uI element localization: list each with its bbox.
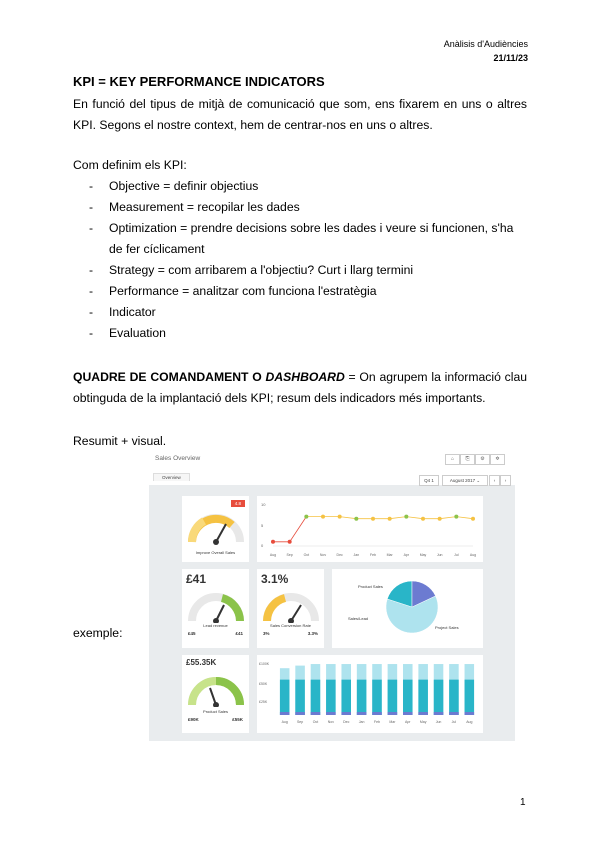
page-number: 1: [520, 797, 526, 808]
card-line-chart: [257, 496, 483, 562]
kpi2-right: 3.3%: [307, 631, 318, 636]
summary-line: Resumit + visual.: [73, 434, 167, 448]
data-point: [454, 515, 458, 519]
x-tick-label: Aug: [281, 720, 288, 724]
kpi1-value: £41: [186, 572, 207, 586]
y-tick-label: 10: [261, 502, 266, 507]
dashboard-paragraph: [73, 367, 527, 409]
bar-base: [280, 712, 290, 715]
kpi1-right: £41: [235, 631, 243, 636]
bar-base: [372, 712, 382, 715]
card-overall-sales: [182, 496, 249, 562]
bar-sales: [434, 680, 444, 715]
list-item: - Evaluation: [89, 323, 529, 344]
data-point: [421, 517, 425, 521]
x-tick-label: Aug: [269, 553, 277, 557]
pie-label-saleslead: Sales/Lead: [348, 616, 369, 621]
gauge-icon: [263, 593, 319, 623]
kpi3-value: £55.35K: [186, 658, 217, 667]
y-tick-label: 0: [261, 543, 264, 548]
bar-sales: [311, 680, 321, 715]
bar-sales: [449, 680, 459, 715]
x-tick-label: Feb: [373, 720, 381, 724]
header-title: Anàlisis d'Audiències: [443, 39, 528, 49]
bar-sales: [403, 680, 413, 715]
list-item: - Indicator: [89, 302, 529, 323]
data-point: [271, 540, 275, 544]
bar-base: [388, 712, 398, 715]
bar-base: [326, 712, 336, 715]
home-icon[interactable]: ⌂: [445, 454, 460, 465]
period-button[interactable]: Q4 1: [419, 475, 439, 486]
kpi2-left: 3%: [263, 631, 270, 636]
kpi-paragraph: En funció del tipus de mitjà de comunicació que som, ens fixarem en uns o altres KPI. Segons el nostre context, hem de centrar-nos en uns o altres.: [73, 97, 527, 132]
pie-label-product: Product Sales: [358, 584, 383, 589]
x-tick-label: Jun: [436, 553, 443, 557]
kpi2-value: 3.1%: [261, 572, 289, 586]
kpi-definition-list: [89, 176, 529, 344]
bar-base: [357, 712, 367, 715]
bar-chart: [257, 655, 483, 733]
data-point: [321, 515, 325, 519]
y-tick-label: 5: [261, 523, 264, 528]
pie-chart: [332, 569, 483, 648]
x-tick-label: Dec: [343, 720, 350, 724]
bar-sales: [372, 680, 382, 715]
x-tick-label: Jan: [353, 553, 360, 557]
x-tick-label: Oct: [303, 553, 310, 557]
gauge1-label: Improve Overall Sales: [195, 550, 236, 555]
bar-base: [403, 712, 413, 715]
x-tick-label: Dec: [336, 553, 343, 557]
card-conversion-rate: [257, 569, 324, 648]
gauge-icon: [188, 593, 244, 623]
bar-sales: [280, 680, 290, 715]
kpi3-right: £55K: [232, 717, 243, 722]
pie-label-project: Project Sales: [435, 625, 459, 630]
alert-badge: 4.8: [231, 500, 245, 507]
x-tick-label: Mar: [386, 553, 393, 557]
next-button[interactable]: ›: [500, 475, 511, 486]
data-point: [438, 517, 442, 521]
kpi1-left: £45: [188, 631, 196, 636]
x-tick-label: Jun: [435, 720, 442, 724]
kpi-list-intro: Com definim els KPI:: [73, 158, 187, 172]
dashboard-topbar: [149, 449, 515, 485]
x-tick-label: May: [419, 553, 427, 557]
dashboard-heading-italic: DASHBOARD: [265, 370, 345, 384]
settings-icon[interactable]: ⚙: [475, 454, 490, 465]
tab-overview[interactable]: Overview: [153, 473, 190, 481]
kpi-heading: KPI = KEY PERFORMANCE INDICATORS: [73, 74, 325, 89]
month-select[interactable]: [442, 475, 488, 486]
bar-base: [434, 712, 444, 715]
data-point: [404, 515, 408, 519]
card-pie-chart: [332, 569, 483, 648]
bar-base: [449, 712, 459, 715]
data-point: [338, 515, 342, 519]
x-tick-label: Aug: [469, 553, 477, 557]
gauge-icon: [188, 512, 244, 546]
y-tick-label: £100K: [259, 662, 270, 666]
list-item: - Objective = definir objectius: [89, 176, 529, 197]
bar-sales: [418, 680, 428, 715]
header-date: 21/11/23: [493, 53, 528, 63]
bar-base: [341, 712, 351, 715]
x-tick-label: Nov: [319, 553, 327, 557]
list-item: - Strategy = com arribarem a l'objectiu? Curt i llarg termini: [89, 260, 529, 281]
list-item: - Measurement = recopilar les dades: [89, 197, 529, 218]
list-item: - Optimization = prendre decisions sobre les dades i veure si funcionen, s'ha de fer cíclicament: [89, 218, 529, 260]
dashboard-definition: = On agrupem la informació clau obtinguda de la implantació dels KPI; resum dels indicadors més importants.: [73, 370, 527, 405]
series-line: [273, 517, 306, 542]
data-point: [371, 517, 375, 521]
list-item: - Performance = analitzar com funciona l'estratègia: [89, 281, 529, 302]
kpi3-label: Product Sales: [203, 709, 228, 714]
kpi2-label: Sales Conversion Rate: [270, 623, 311, 628]
data-point: [304, 515, 308, 519]
dashboard-screenshot: [149, 449, 515, 741]
x-tick-label: Sep: [296, 720, 304, 724]
copy-icon[interactable]: ⎘: [460, 454, 475, 465]
bar-base: [465, 712, 475, 715]
x-tick-label: Sep: [286, 553, 293, 557]
x-tick-label: Mar: [389, 720, 396, 724]
x-tick-label: Jul: [451, 720, 457, 724]
x-tick-label: Apr: [403, 553, 410, 557]
dashboard-title: Sales Overview: [155, 455, 201, 462]
card-bar-chart: [257, 655, 483, 733]
data-point: [388, 517, 392, 521]
chevron-down-icon: ⌄: [476, 478, 481, 483]
x-tick-label: Jan: [358, 720, 365, 724]
bar-sales: [465, 680, 475, 715]
kpi3-left: £90K: [188, 717, 199, 722]
data-point: [354, 517, 358, 521]
x-tick-label: Oct: [312, 720, 319, 724]
x-tick-label: Apr: [405, 720, 411, 724]
y-tick-label: £50K: [259, 682, 268, 686]
x-tick-label: Aug: [466, 720, 473, 724]
card-product-sales: [182, 655, 249, 733]
y-tick-label: £25K: [259, 700, 268, 704]
data-point: [288, 540, 292, 544]
bar-sales: [295, 680, 305, 715]
dashboard-heading-part1: QUADRE DE COMANDAMENT O: [73, 370, 266, 384]
bar-base: [418, 712, 428, 715]
line-chart: [257, 496, 483, 562]
example-label: exemple:: [73, 626, 123, 640]
x-tick-label: Feb: [369, 553, 377, 557]
bar-sales: [326, 680, 336, 715]
card-lead-revenue: [182, 569, 249, 648]
gear-icon[interactable]: ✲: [490, 454, 505, 465]
x-tick-label: Nov: [327, 720, 334, 724]
data-point: [471, 517, 475, 521]
x-tick-label: May: [419, 720, 427, 724]
bar-base: [295, 712, 305, 715]
x-tick-label: Jul: [454, 553, 459, 557]
bar-sales: [341, 680, 351, 715]
bar-sales: [357, 680, 367, 715]
month-select-value: August 2017: [449, 478, 476, 483]
kpi1-label: Lead revenue: [203, 623, 228, 628]
bar-sales: [388, 680, 398, 715]
bar-base: [311, 712, 321, 715]
gauge-icon: [188, 675, 244, 707]
prev-button[interactable]: ‹: [489, 475, 500, 486]
